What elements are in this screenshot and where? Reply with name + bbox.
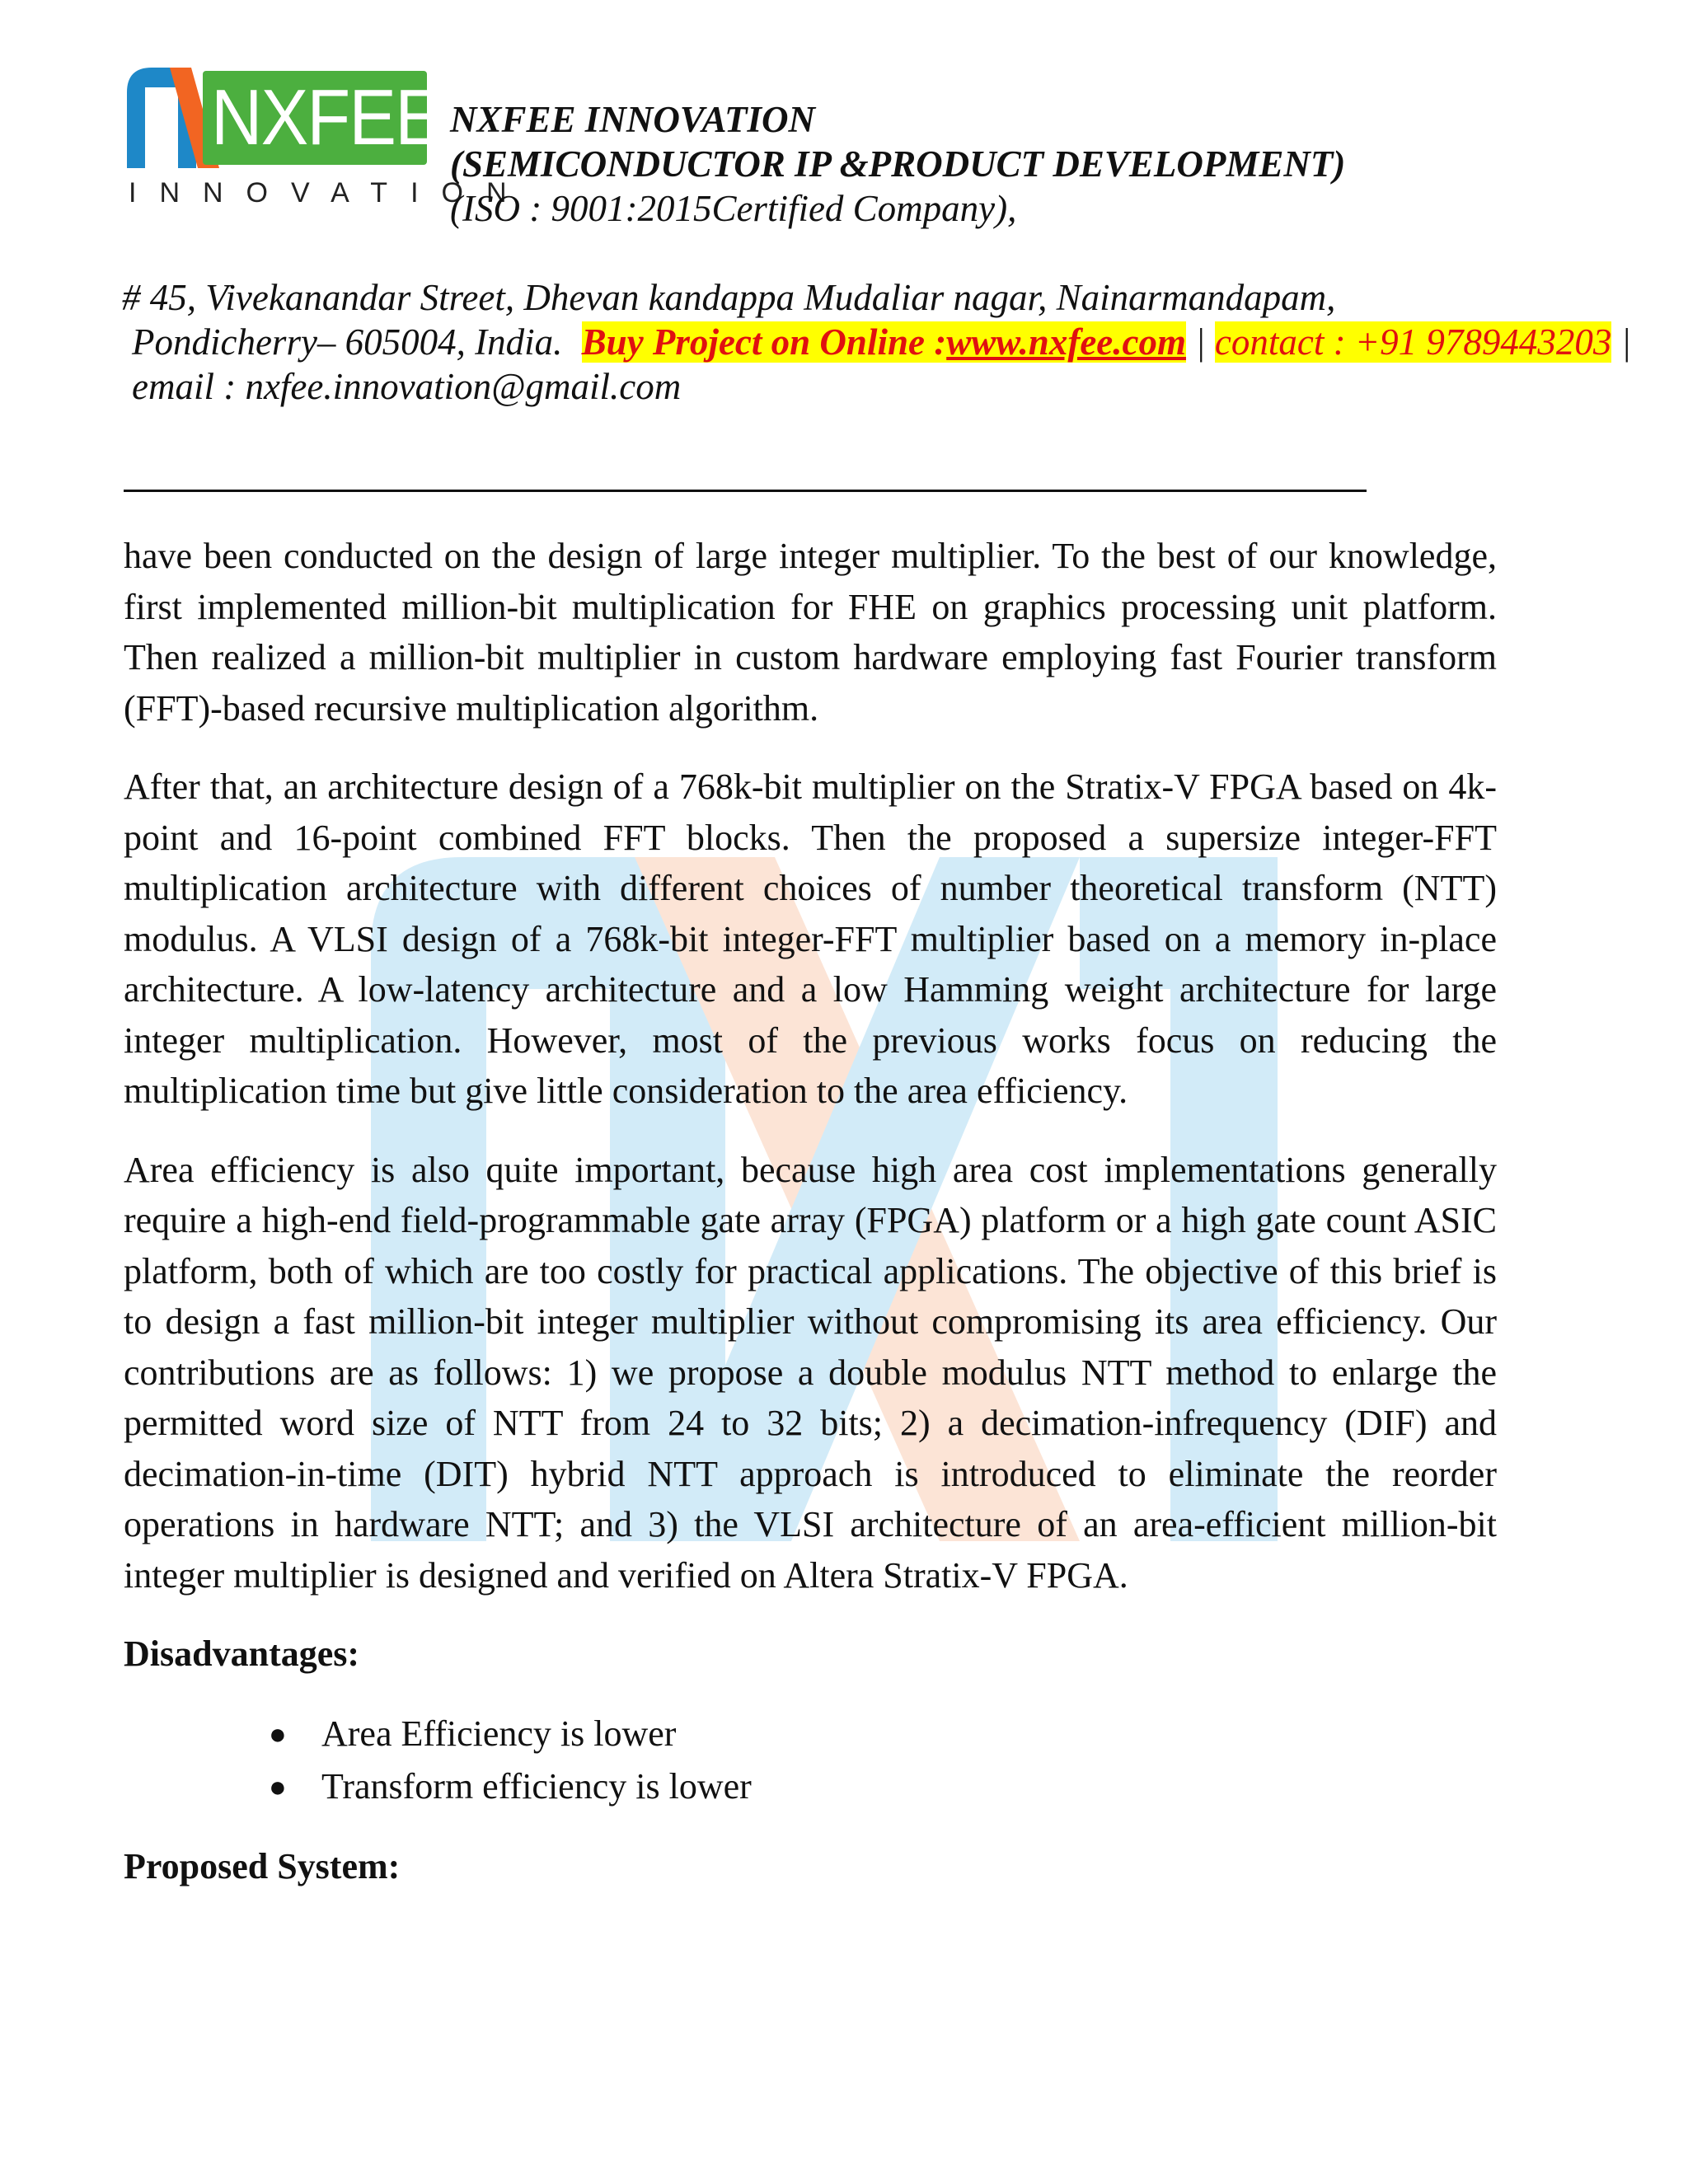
logo-wordmark: NXFEE [211,73,442,162]
contact-line [572,320,1631,364]
document-body [124,531,1497,1919]
logo-subtitle: INNOVATION [129,177,530,209]
separator: | [1186,321,1215,363]
address-block [122,275,1631,409]
paragraph-3: Area efficiency is also quite important, because high area cost implementations generally require a high-end field-programmable gate array (FPGA) platform or a high gate count ASIC platform, both of which are too costly for practical applications. The objective of this brief is to design a fast million-bit integer multiplier without compromising its area efficiency. Our contributions are as follows: 1) we propose a double modulus NTT method to enlarge the permitted word size of NTT from 24 to 32 bits; 2) a decimation-infrequency (DIF) and decimation-in-time (DIT) hybrid NTT approach is introduced to eliminate the reorder operations in hardware NTT; and 3) the VLSI architecture of an area-efficient million-bit integer multiplier is designed and verified on Altera Stratix-V FPGA. [124,1149,1497,1596]
company-block [450,97,1345,231]
company-certification: (ISO : 9001:2015Certified Company), [450,188,1017,229]
website-link[interactable]: www.nxfee.com [946,321,1186,363]
bullet-icon: ● [269,1769,287,1803]
address-line-1: # 45, Vivekanandar Street, Dhevan kandappa Mudaliar nagar, Nainarmandapam, [122,277,1336,318]
contact-phone: contact : +91 9789443203 [1214,321,1612,363]
company-logo [127,68,530,216]
header-divider [124,490,1367,492]
list-item: ● Area Efficiency is lower [269,1708,1497,1760]
company-division: (SEMICONDUCTOR IP &PRODUCT DEVELOPMENT) [450,143,1346,185]
address-line-2: Pondicherry– 605004, India. [132,321,563,363]
disadvantages-list [124,1708,1497,1813]
list-item: ● Transform efficiency is lower [269,1760,1497,1813]
bullet-icon: ● [269,1717,287,1750]
disadvantages-heading: Disadvantages: [124,1633,360,1674]
separator: | [1611,321,1632,363]
email-line: email : nxfee.innovation@gmail.com [132,366,682,407]
proposed-system-heading: Proposed System: [124,1845,401,1886]
company-name: NXFEE INNOVATION [450,99,816,140]
paragraph-2: After that, an architecture design of a 768k-bit multiplier on the Stratix-V FPGA based on 4k-point and 16-point combined FFT blocks. Then the proposed a supersize integer-FFT multiplication architecture with different choices of number theoretical transform (NTT) modulus. A VLSI design of a 768k-bit integer-FFT multiplier based on a memory in-place architecture. A low-latency architecture and a low Hamming weight architecture for large integer multiplication. However, most of the previous works focus on reducing the multiplication time but give little consideration to the area efficiency. [124,766,1497,1111]
buy-online-label: Buy Project on Online : [581,321,947,363]
paragraph-1: have been conducted on the design of large integer multiplier. To the best of our knowledge, first implemented million-bit multiplication for FHE on graphics processing unit platform. Then realized a million-bit multiplier in custom hardware employing fast Fourier transform (FFT)-based recursive multiplication algorithm. [124,536,1497,729]
